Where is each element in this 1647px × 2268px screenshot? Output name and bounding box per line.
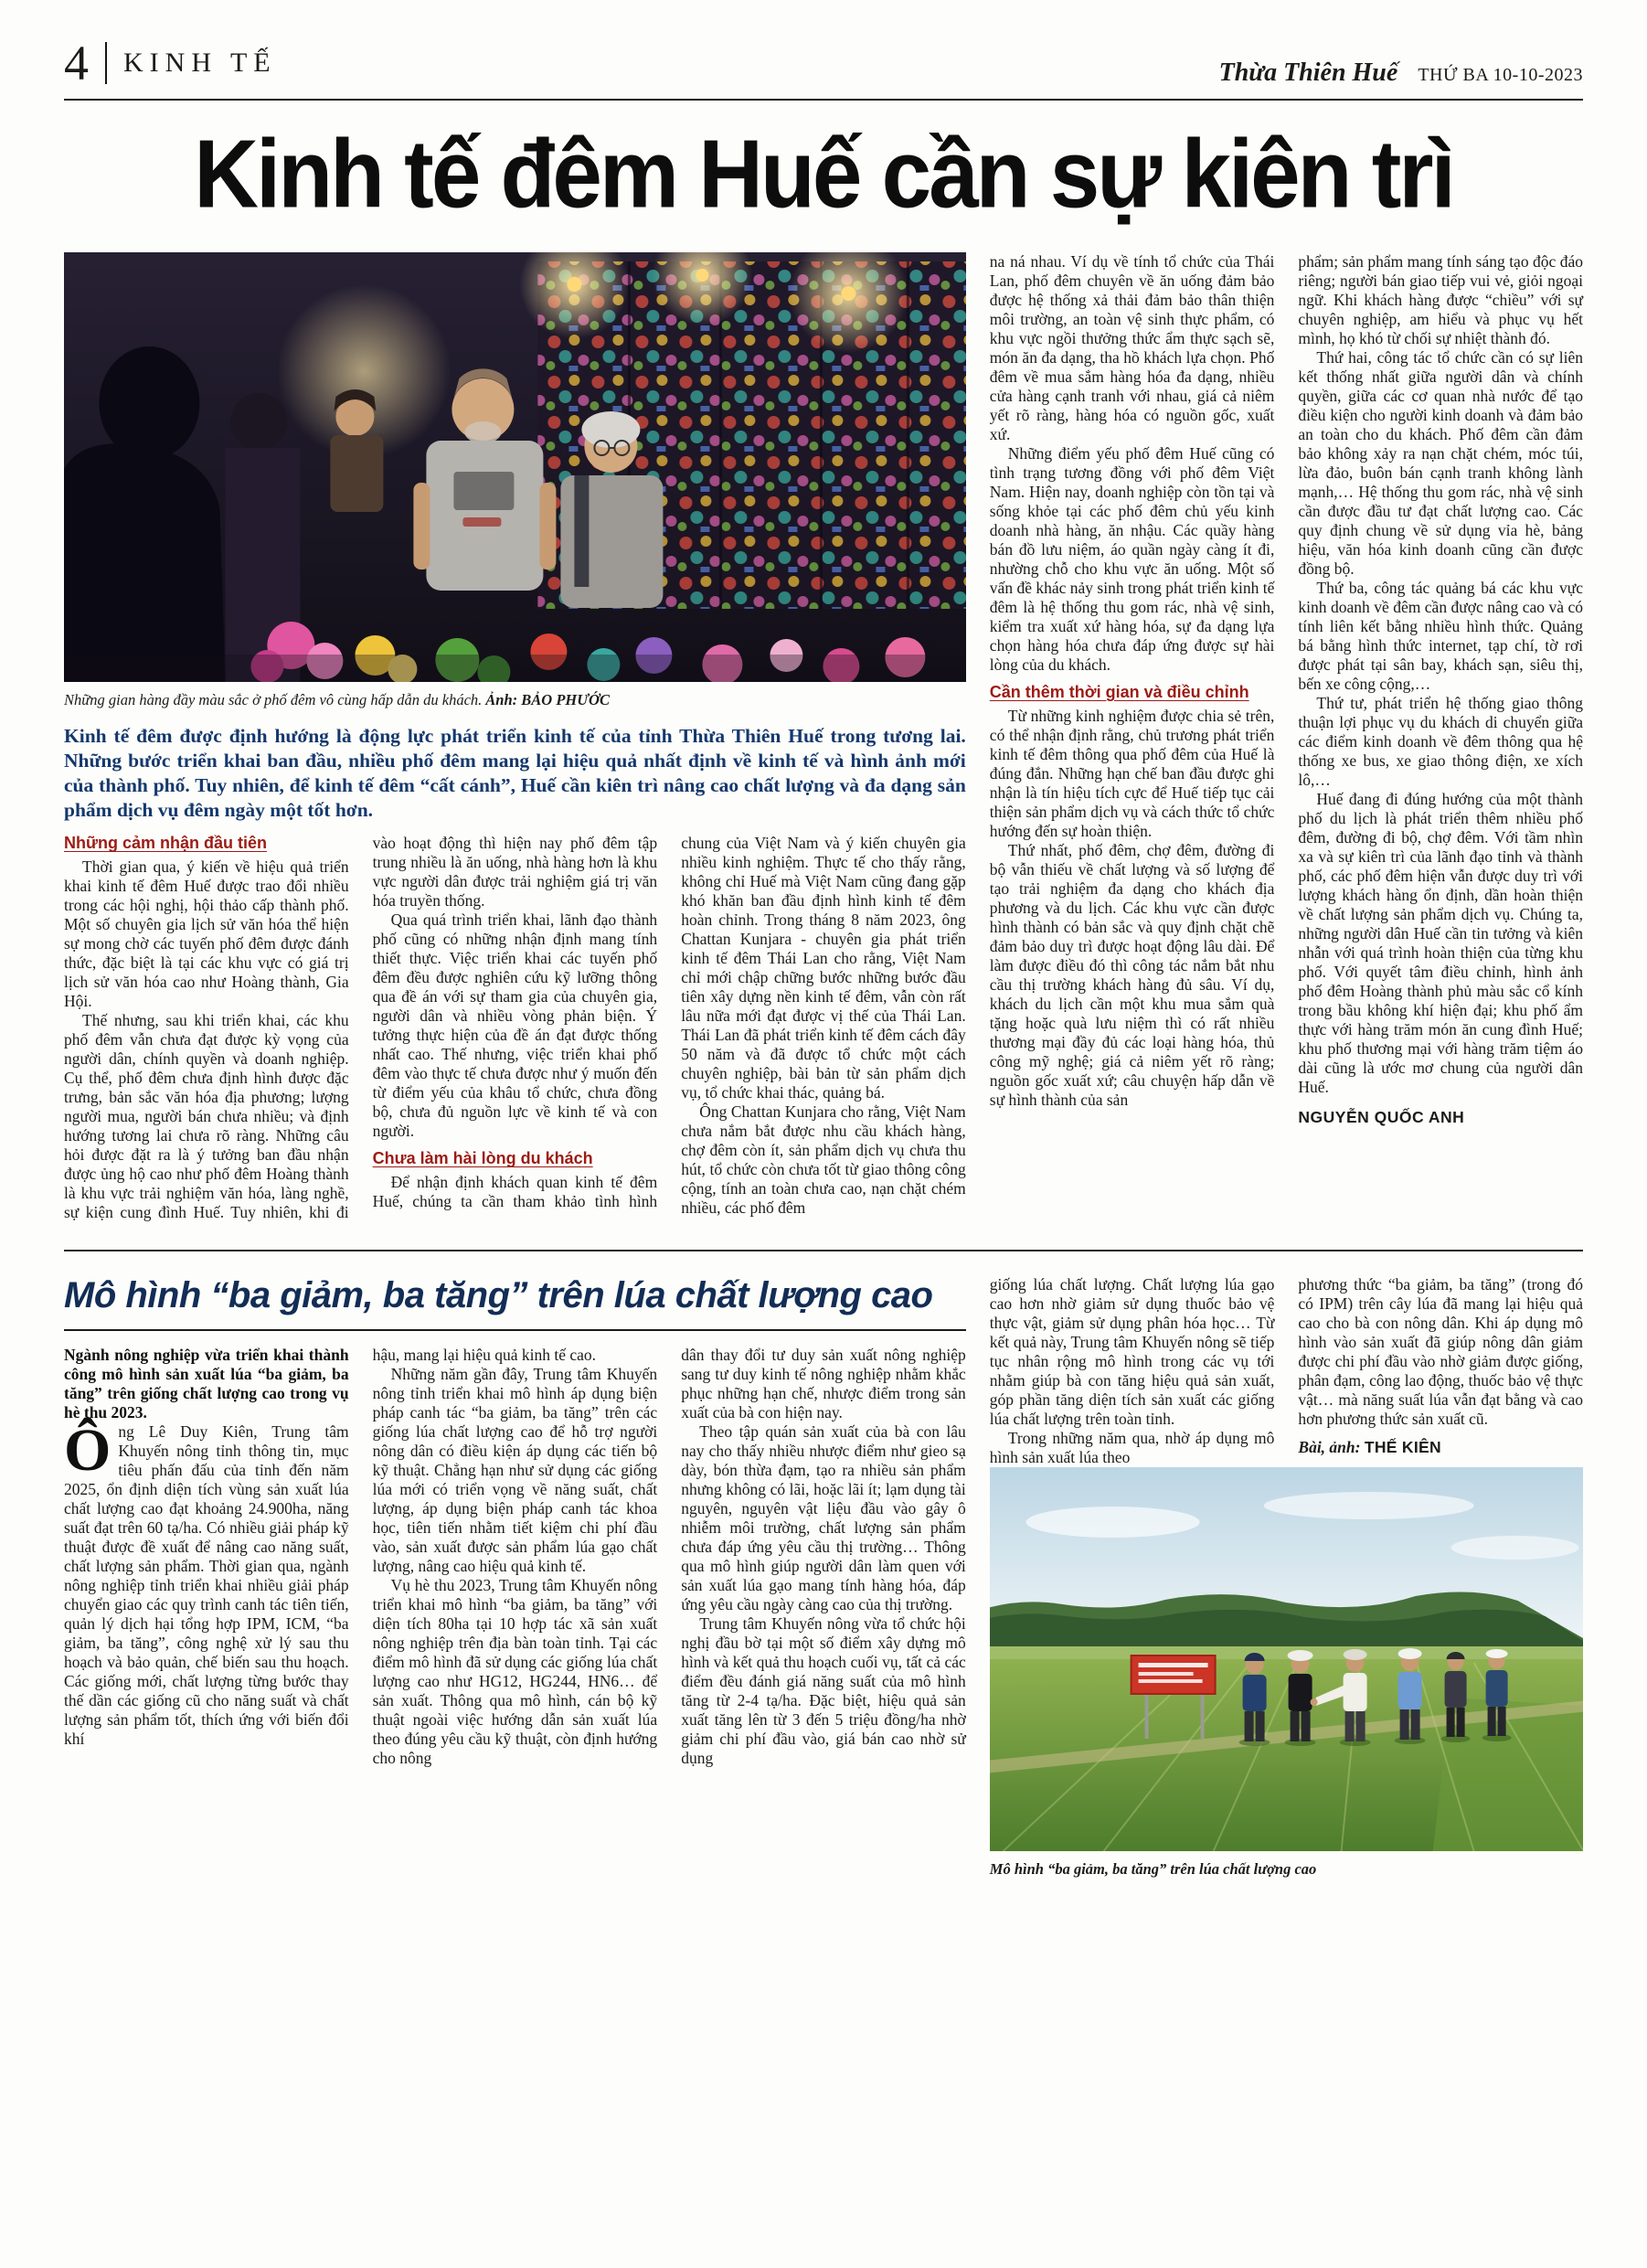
- article2-lede: Ngành nông nghiệp vừa triển khai thành công mô hình sản xuất lúa “ba giảm, ba tăng” trên giống chất lượng cao trong vụ hè thu 2023.: [64, 1346, 349, 1422]
- paragraph: Trong những năm qua, nhờ áp dụng mô hình sản xuất lúa theo: [989, 1429, 1275, 1467]
- section-title: KINH TẾ: [123, 48, 277, 78]
- paragraph: Thứ nhất, phố đêm, chợ đêm, đường đi bộ vẫn thiếu về chất lượng và số lượng để tạo trải nghiệm đa dạng cho khách địa phương và du lịch. Các khu vực cần được hình thành có bản sắc và quy định chặt chẽ đảm bảo duy trì được hoạt động lâu dài. Để làm được điều đó thì công tác nắm bắt nhu cầu thị trường khách hàng đủ sâu. Ví dụ, khách du lịch cần một khu mua sắm quà tặng hoặc quà lưu niệm thì có rất nhiều thương mại đầy đủ các loại hàng hóa, thủ công mỹ nghệ; giá cả niêm yết rõ ràng; nguồn gốc xuất xứ; câu chuyện hấp dẫn về sự hình thành của sản: [989, 840, 1275, 1109]
- issue-date: THỨ BA 10-10-2023: [1418, 65, 1583, 85]
- header-vertical-rule: [105, 42, 107, 84]
- article2-right-block: [990, 1275, 1583, 1879]
- article2-column-2: [373, 1346, 658, 1879]
- article1-headline: Kinh tế đêm Huế cần sự kiên trì: [194, 119, 1453, 229]
- article1-subheading-2: Chưa làm hài lòng du khách: [372, 1149, 593, 1168]
- article1-subheading-3: Cần thêm thời gian và điều chỉnh: [989, 682, 1249, 701]
- photo1-credit: Ảnh: BẢO PHƯỚC: [485, 690, 610, 708]
- paragraph: [64, 1417, 349, 1749]
- article2-byline: [1298, 1438, 1583, 1457]
- header-right: [1219, 59, 1583, 88]
- page-header: [64, 38, 1583, 101]
- photo1-caption-text: Những gian hàng đầy màu sắc ở phố đêm vô cùng hấp dẫn du khách.: [64, 690, 483, 708]
- header-left: [64, 36, 277, 91]
- paragraph: na ná nhau. Ví dụ về tính tổ chức của Thái Lan, phố đêm chuyên về ăn uống đảm bảo được hệ thống xả thải đảm bảo thân thiện môi trường, an toàn vệ sinh thực phẩm, có khu vực ngồi thưởng thức ẩm thực sạch sẽ, món ăn đa dạng, tha hồ khách lựa chọn. Phố đêm về mua sắm hàng hóa đa dạng, nhiều cửa hàng cạnh tranh với nhau, giá cả niêm yết rõ ràng, hàng hóa có nguồn gốc, xuất xứ.: [989, 251, 1275, 443]
- article2-headline: Mô hình “ba giảm, ba tăng” trên lúa chất lượng cao: [64, 1275, 966, 1331]
- article2-author: THẾ KIÊN: [1364, 1438, 1441, 1457]
- paragraph: phẩm; sản phẩm mang tính sáng tạo độc đáo riêng; người bán giao tiếp vui vẻ, giỏi ngoại ngữ. Khi khách hàng được “chiều” với sự chuyên nghiệp, am hiểu và phục vụ hết mình, họ khó từ chối sự nhiệt thành đó.: [1298, 251, 1583, 347]
- paragraph: Ông Chattan Kunjara cho rằng, Việt Nam chưa nắm bắt được nhu cầu khách hàng, chợ đêm còn ít, sản phẩm dịch vụ chưa thu hút, tổ chức còn chưa tốt từ giao thông công cộng, tính an toàn chưa cao, nạn chặt chém nhiều, các phố đêm: [681, 1102, 966, 1218]
- page-number: 4: [64, 36, 89, 91]
- drop-cap: Ô: [64, 1417, 112, 1485]
- paragraph: Thứ hai, công tác tổ chức cần có sự liên kết thống nhất giữa người dân và chính quyền, giữa các cơ quan nhà nước để tạo điều kiện cho người kinh doanh và đảm bảo an toàn cho du khách. Phố đêm cần đảm bảo không xảy ra nạn chặt chém, móc túi, lừa đảo, buôn bán cạnh tranh không lành mạnh,… Hệ thống thu gom rác, nhà vệ sinh cần được đầu tư đạt chất lượng cao. Các quy định chung về sử dụng vỉa hè, bảng hiệu, văn hóa kinh doanh cũng cần được đồng bộ.: [1298, 347, 1583, 578]
- paragraph: Thế nhưng, sau khi triển khai, các khu phố đêm vẫn chưa đạt được kỳ vọng của người dân, chính quyền và doanh nghiệp. Cụ thể, phố đêm chưa định hình được đặc trưng, bản sắc văn hóa địa phương; lượng người mua, người bán chưa nhiều; và định hướng tương lai chưa rõ ràng. Những câu hỏi được đặt ra là ý tưởng ban đầu nhận được ủng hộ cao như phố đêm Hoàng thành là khu vực trải nghiệm văn hóa, làng nghề, sự kiện cung đình Huế. Tuy nhiên, khi đi vào hoạt động thì hiện nay phố đêm tập trung nhiều là ăn uống, nhà hàng hơn là khu vực người dân được trải nghiệm giá trị văn hóa truyền thống.: [64, 834, 658, 1222]
- paragraph: Từ những kinh nghiệm được chia sẻ trên, có thể nhận định rằng, chủ trương phát triển kinh tế đêm thông qua phố đêm của Huế là đúng đắn. Những hạn chế ban đầu được ghi nhận là tín hiệu tích cực để Huế tiếp tục cải thiện sản phẩm dịch vụ và cách thức tổ chức hướng đến sự hoàn thiện.: [989, 706, 1275, 840]
- article2-column-5: [1298, 1275, 1583, 1467]
- article1-columns-1-3: [64, 834, 966, 1222]
- article1-left-block: [64, 252, 966, 1222]
- paragraph: Trung tâm Khuyến nông vừa tổ chức hội nghị đầu bờ tại một số điểm xây dựng mô hình và kết quả thu hoạch cuối vụ, tất cả các điểm đều đánh giá năng suất của mô hình tăng từ 2-4 tạ/ha. Đặc biệt, hiệu quả sản xuất tăng lên từ 3 đến 5 triệu đồng/ha nhờ giảm chi phí đầu vào, giá bán cao nhờ sử dụng: [681, 1614, 966, 1768]
- paragraph: Theo tập quán sản xuất của bà con lâu nay cho thấy nhiều nhược điểm như gieo sạ dày, bón thừa đạm, tạo ra nhiều sản phẩm nhưng không có lãi, hoặc lãi ít; lạm dụng tài nguyên, nguyên vật liệu đầu vào gây ô nhiễm môi trường, chất lượng sản phẩm chưa đáp ứng yêu cầu thị trường… Thông qua mô hình giúp người dân làm quen với sản xuất lúa gạo mang tính hàng hóa, đáp ứng yêu cầu ngày càng cao của thị trường.: [681, 1422, 966, 1614]
- paragraph: Để nhận định khách quan kinh tế đêm Huế, chúng ta cần tham khảo tình hình chung của Việt Nam và ý kiến chuyên gia nhiều kinh nghiệm. Thực tế cho thấy rằng, không chỉ Huế mà Việt Nam cũng đang gặp khó khăn ban đầu định hình kinh tế đêm hoàn chỉnh. Trong tháng 8 năm 2023, ông Chattan Kunjara - chuyên gia phát triển kinh tế đêm Thái Lan cho rằng, Việt Nam chỉ mới chập chững bước những bước đầu tiên xây dựng nền kinh tế đêm, vẫn còn rất lâu nữa mới đạt được vị thế của Thái Lan. Thái Lan đã phát triển kinh tế đêm cách đây 50 năm và đã được tổ chức một cách chuyên nghiệp, bài bản từ sản phẩm dịch vụ, tổ chức khai thác, quảng bá.: [372, 834, 966, 1211]
- article-divider: [64, 1250, 1583, 1251]
- article1: [64, 252, 1583, 1222]
- article1-author: NGUYỄN QUỐC ANH: [1298, 1107, 1465, 1126]
- paragraph: dân thay đổi tư duy sản xuất nông nghiệp sang tư duy kinh tế nông nghiệp nhằm khắc phục những hạn chế, nhược điểm trong sản xuất của bà con hiện nay.: [681, 1346, 966, 1422]
- paragraph: Thứ ba, công tác quảng bá các khu vực kinh doanh về đêm cần được nâng cao và có tính liên kết bằng nhiều hình thức. Quảng bá bằng hình thức internet, tạp chí, tờ rơi được phát tại sân bay, khách sạn, siêu thị, bến xe công cộng,…: [1298, 578, 1583, 693]
- paragraph-text: ng Lê Duy Kiên, Trung tâm Khuyến nông tỉnh thông tin, mục tiêu phấn đấu của tỉnh đến năm 2025, ổn định diện tích vùng sản xuất lúa chất lượng cao đạt khoảng 24.900ha, năng suất đạt trên 60 tạ/ha. Có nhiều giải pháp kỹ thuật được đề xuất để nâng cao năng suất, chất lượng sản phẩm. Thời gian qua, ngành nông nghiệp tỉnh triển khai nhiều giải pháp chuyển giao các quy trình canh tác tiên tiến, quản lý dịch hại tổng hợp IPM, ICM, “ba giảm, ba tăng”, công nghệ xử lý sau thu hoạch và bảo quản, chế biến sau thu hoạch. Các giống mới, chất lượng từng bước thay thế dần các giống cũ cho năng suất và chất lượng sản phẩm tốt, thích ứng với biến đổi khí: [64, 1422, 349, 1749]
- paragraph: Thứ tư, phát triển hệ thống giao thông thuận lợi phục vụ du khách di chuyển giữa các điểm kinh doanh về đêm thông qua hệ thống xe bus, xe giao thông điện, xe xích lô,…: [1298, 693, 1583, 789]
- article1-subheading-1: Những cảm nhận đầu tiên: [64, 834, 268, 853]
- photo1-caption: [64, 690, 966, 709]
- newspaper-name: Thừa Thiên Huế: [1218, 59, 1398, 87]
- night-market-photo: [64, 252, 966, 682]
- paragraph: Thời gian qua, ý kiến về hiệu quả triển khai kinh tế đêm Huế được trao đổi nhiều trong các hội nghị, hội thảo cấp thành phố. Một số chuyên gia lịch sử văn hóa thể hiện sự mong chờ các tuyến phố đêm được đánh thức, đặc biệt là tại các khu vực có giá trị lịch sử văn hóa cao như Hoàng thành, Gia Hội.: [64, 857, 349, 1011]
- paragraph: phương thức “ba giảm, ba tăng” (trong đó có IPM) trên cây lúa đã mang lại hiệu quả cao cho bà con nông dân. Khi áp dụng mô hình vào sản xuất đã giúp nông dân giảm được chi phí đầu vào nhờ giảm được giống, phân đạm, công lao động, thuốc bảo vệ thực vật… mà năng suất lúa vẫn đạt bằng và cao hơn phương thức sản xuất cũ.: [1298, 1275, 1583, 1429]
- rice-field-photo: [990, 1467, 1583, 1851]
- paragraph: Huế đang đi đúng hướng của một thành phố du lịch là phát triển thêm nhiều phố đêm, đường đi bộ, chợ đêm. Với tầm nhìn xa và sự kiên trì của lãnh đạo tỉnh và thành phố, các phố đêm hiện vẫn được duy trì với lượng khách hàng ổn định, dần hoàn thiện về chất lượng sản phẩm dịch vụ. Chúng ta, những người dân Huế cần tin tưởng và kiên nhẫn với quá trình hoàn thiện của từng khu phố. Với quyết tâm điều chỉnh, hình ảnh phố đêm Hoàng thành phủ màu sắc cổ kính trong bầu không khí hiện đại; khu phố ẩm thực với hàng trăm món ăn cung đình Huế; khu phố thương mại với hàng trăm tiệm áo dài cũng là ước mơ chung của người dân Huế.: [1298, 789, 1583, 1096]
- article2-column-1: [64, 1346, 349, 1879]
- article1-column-5: [1298, 252, 1583, 1222]
- article2-photo: [990, 1467, 1583, 1851]
- photo2-caption: Mô hình “ba giảm, ba tăng” trên lúa chất lượng cao: [989, 1860, 1317, 1879]
- article1-column-4: [990, 252, 1275, 1222]
- paragraph: Những năm gần đây, Trung tâm Khuyến nông tỉnh triển khai mô hình áp dụng biện pháp canh tác “ba giảm, ba tăng” trên các giống lúa chất lượng cao để hỗ trợ người nông dân có điều kiện áp dụng các tiến bộ kỹ thuật. Chẳng hạn như sử dụng các giống lúa mới có triển vọng về năng suất, chất lượng, áp dụng biện pháp canh tác khoa học, tiên tiến nhằm tiết kiệm chi phí đầu vào, sản xuất được sản phẩm lúa gạo chất lượng, nâng cao hiệu quả kinh tế.: [372, 1365, 658, 1576]
- article1-photo: [64, 252, 966, 682]
- article2-columns-4-5: [990, 1275, 1583, 1467]
- paragraph: hậu, mang lại hiệu quả kinh tế cao.: [372, 1346, 597, 1365]
- article2-column-4: [990, 1275, 1275, 1467]
- article1-lede: Kinh tế đêm được định hướng là động lực phát triển kinh tế của tỉnh Thừa Thiên Huế trong tương lai. Những bước triển khai ban đầu, nhiều phố đêm mang lại hiệu quả nhất định về kinh tế và hình ảnh mới của thành phố. Tuy nhiên, để kinh tế đêm “cất cánh”, Huế cần kiên trì nâng cao chất lượng và đa dạng sản phẩm dịch vụ đêm ngày một tốt hơn.: [64, 725, 966, 822]
- paragraph: giống lúa chất lượng. Chất lượng lúa gạo cao hơn nhờ giảm sử dụng thuốc bảo vệ thực vật, giảm sử dụng phân hóa học… Từ kết quả này, Trung tâm Khuyến nông sẽ tiếp tục nhân rộng mô hình trong các vụ tới nhằm giúp bà con tăng hiệu quả sản xuất, góp phần tăng diện tích sản xuất các giống lúa chất lượng trên toàn tỉnh.: [989, 1275, 1275, 1429]
- article2: [64, 1275, 1583, 1879]
- paragraph: Những điểm yếu phố đêm Huế cũng có tình trạng tương đồng với phố đêm Việt Nam. Hiện nay, doanh nghiệp còn tồn tại và sống khỏe tại các phố đêm chủ yếu kinh doanh nhà hàng, ăn nhậu. Các quầy hàng bán đồ lưu niệm, áo quần ngày càng ít đi, nhường chỗ cho khu vực ăn uống. Một số vấn đề khác nảy sinh trong phát triển kinh tế đêm là hệ thống thu gom rác, nhà vệ sinh, kiểm tra xuất xứ hàng hóa, sự đa dạng lựa chọn hàng hóa chưa đáp ứng được sự hài lòng của du khách.: [989, 443, 1275, 674]
- paragraph: Qua quá trình triển khai, lãnh đạo thành phố cũng có những nhận định mang tính thiết thực. Việc triển khai các tuyến phố đêm đều được nghiên cứu kỹ lưỡng thông qua đề án với sự tham gia của chuyên gia, người dân và nhiều vòng phản biện. Ý tưởng thực hiện của đề án đạt được thống nhất cao. Thế nhưng, việc triển khai phố đêm vào thực tế chưa được như ý muốn đến từ điểm yếu của khâu tổ chức, chưa đồng bộ, chưa đủ nguồn lực về kinh tế và con người.: [372, 910, 658, 1141]
- paragraph: Vụ hè thu 2023, Trung tâm Khuyến nông triển khai mô hình “ba giảm, ba tăng” với diện tích 80ha tại 10 hợp tác xã sản xuất nông nghiệp trên địa bàn toàn tỉnh. Tại các điểm mô hình đã sử dụng các giống lúa chất lượng cao như HG12, HG244, HN6… để sản xuất. Thông qua mô hình, cán bộ kỹ thuật ngoài việc hướng dẫn sản xuất lúa theo đúng yêu cầu kỹ thuật, còn định hướng cho nông: [372, 1576, 658, 1768]
- article2-column-3: [681, 1346, 966, 1879]
- byline-prefix: Bài, ảnh:: [1298, 1438, 1361, 1457]
